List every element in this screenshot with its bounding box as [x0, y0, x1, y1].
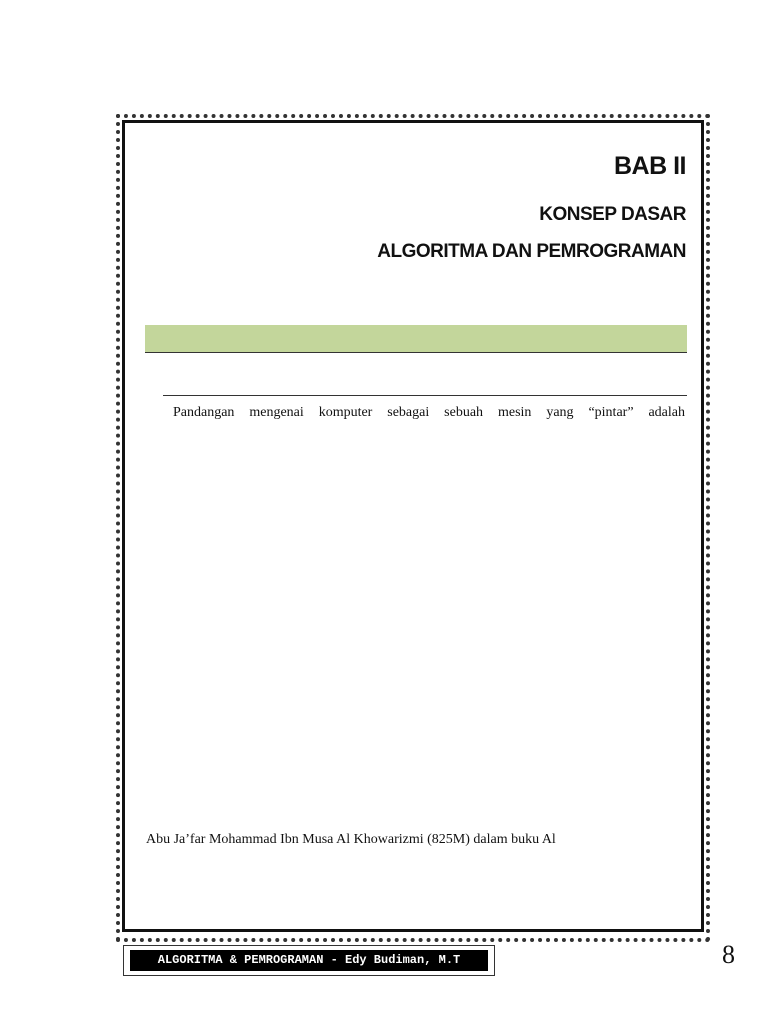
chapter-label: BAB II	[614, 152, 686, 180]
chapter-title-line-1: KONSEP DASAR	[539, 204, 686, 225]
page-number: 8	[722, 940, 735, 969]
chapter-title-line-2: ALGORITMA DAN PEMROGRAMAN	[377, 241, 686, 262]
horizontal-rule	[163, 395, 687, 396]
footer-running-title: ALGORITMA & PEMROGRAMAN - Edy Budiman, M.T	[130, 950, 488, 971]
body-paragraph-2: Abu Ja’far Mohammad Ibn Musa Al Khowarizmi (825M) dalam buku Al	[146, 832, 556, 847]
section-band	[145, 325, 687, 353]
body-paragraph-1: Pandangan mengenai komputer sebagai sebuah mesin yang “pintar” adalah	[173, 405, 685, 420]
